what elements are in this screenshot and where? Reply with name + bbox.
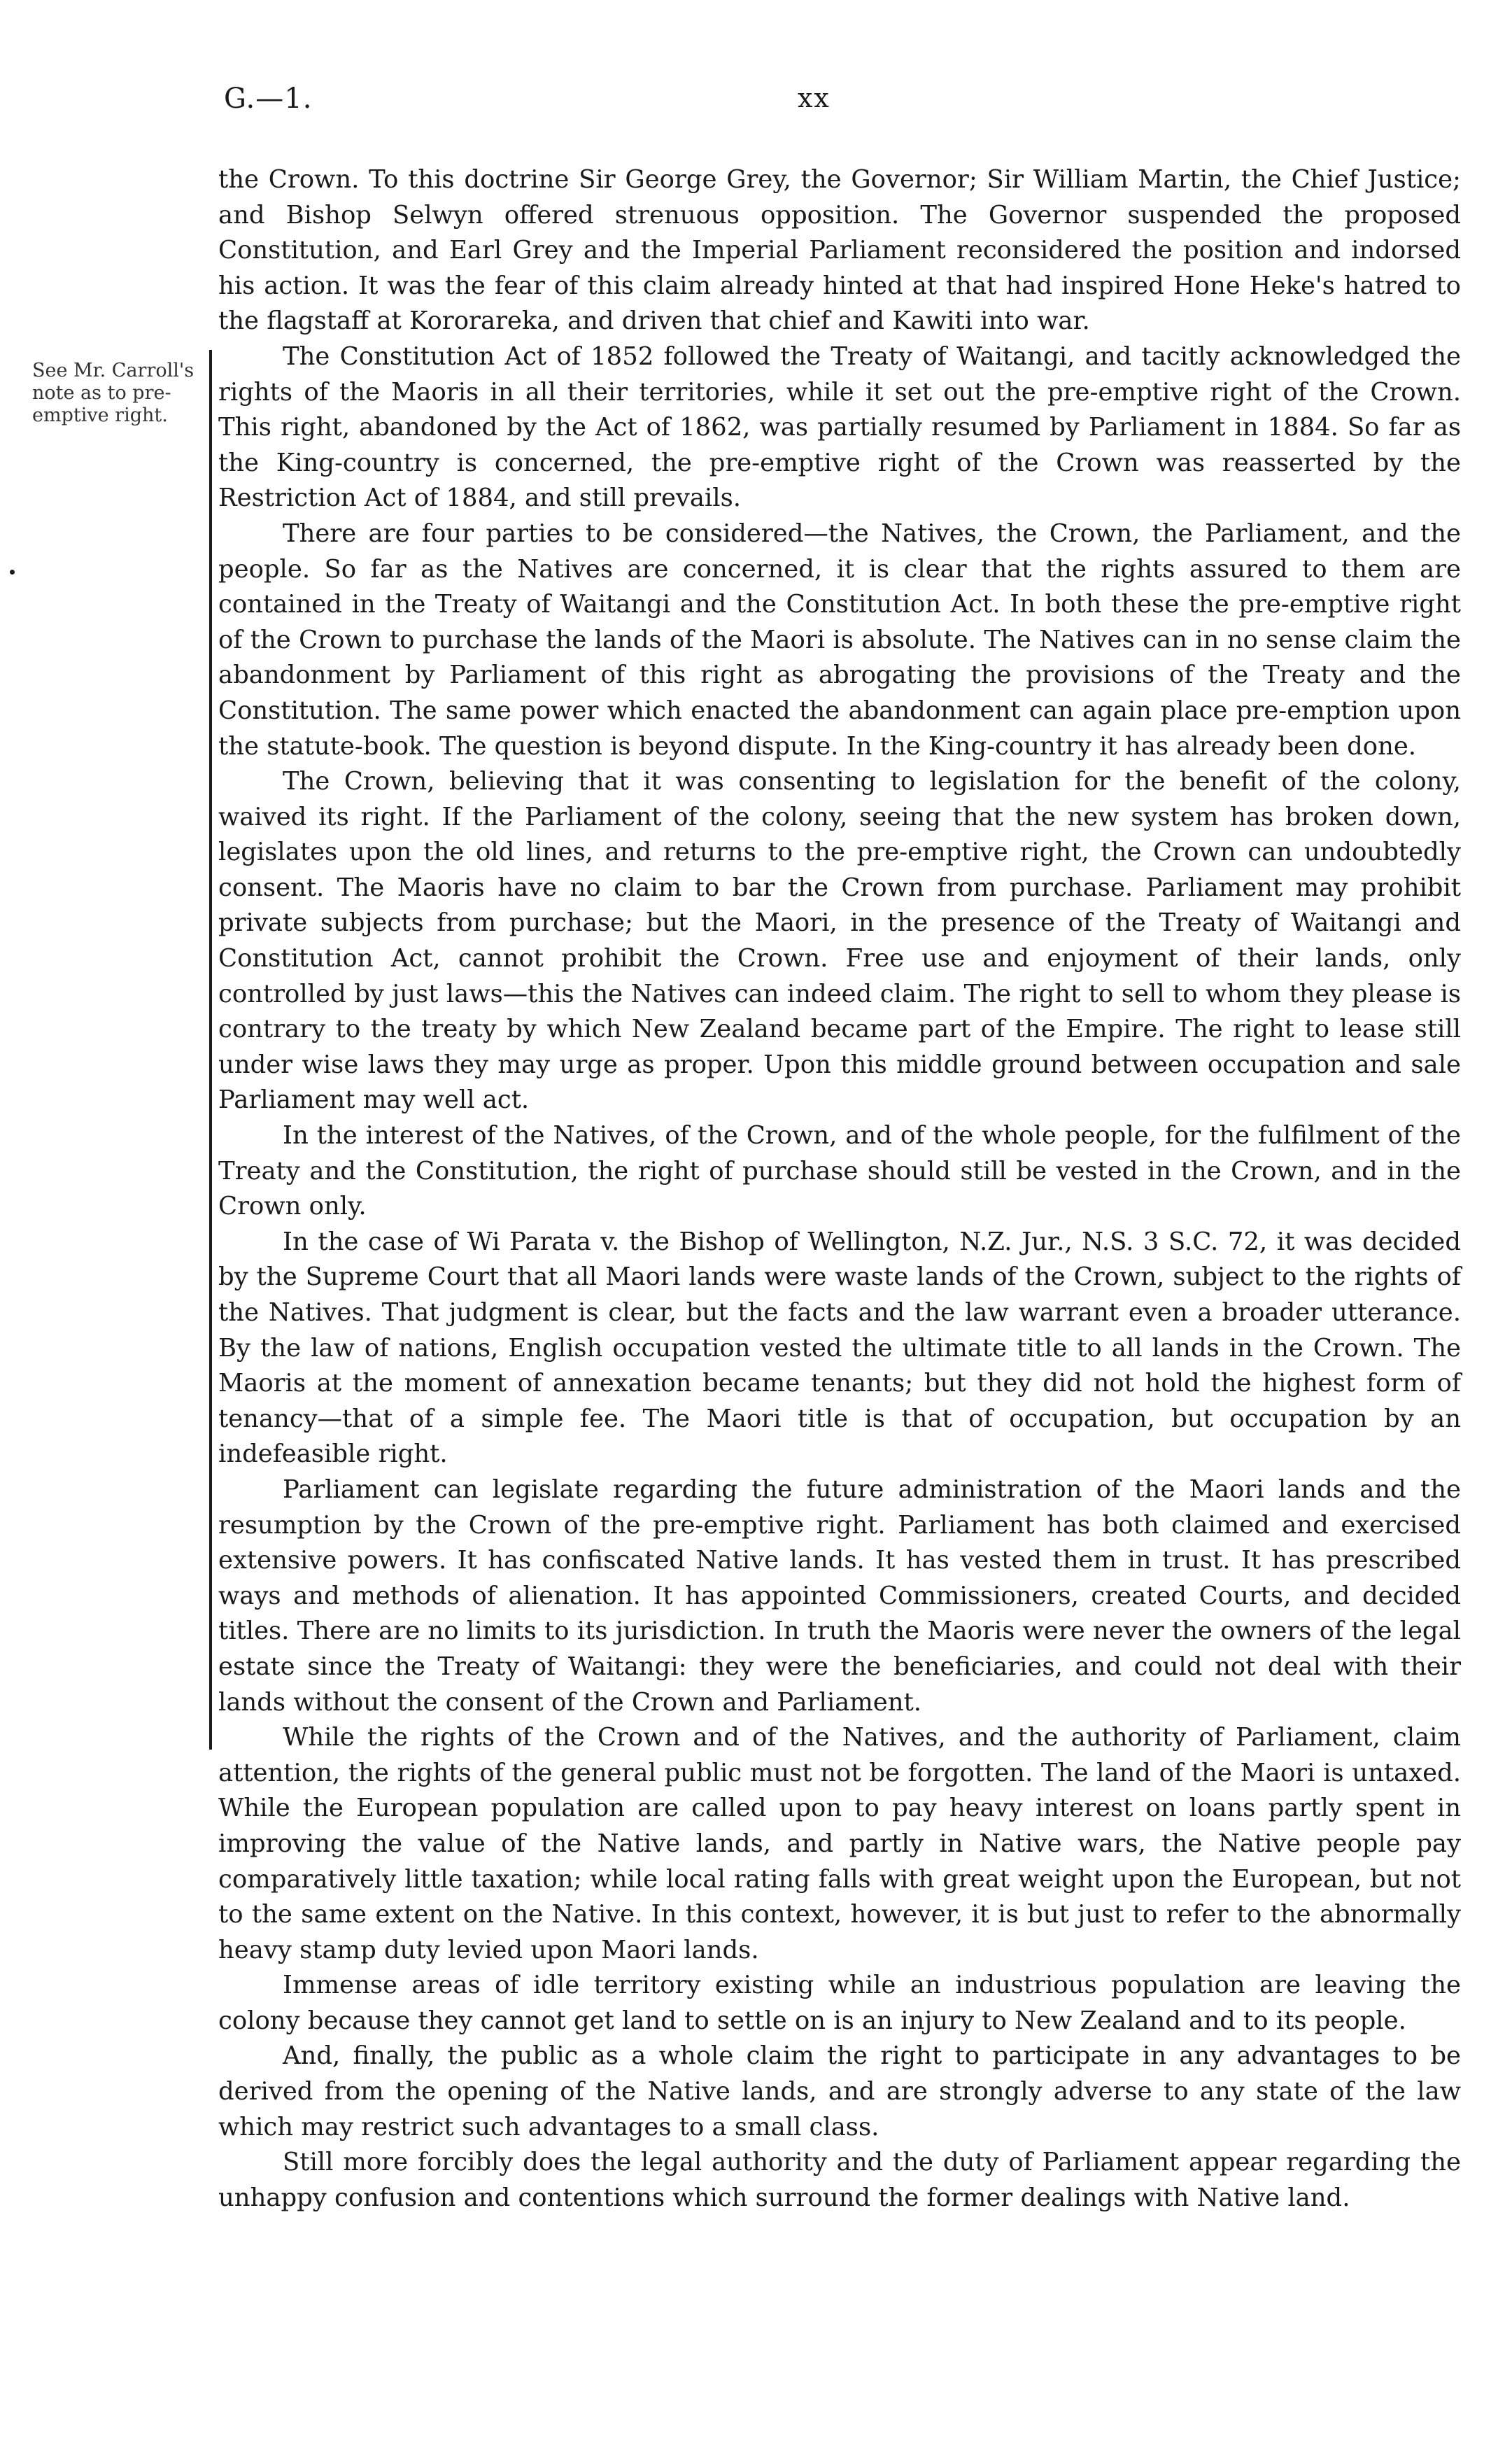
paragraph: the Crown. To this doctrine Sir George Grey, the Governor; Sir William Martin, the Chief Justice; and Bishop Selwyn offered strenuous opposition. The Governor suspended the proposed Constitution, and Earl Grey and the Imperial Parliament reconsidered the position and indorsed his action. It was the fear of this claim already hinted at that had inspired Hone Heke's hatred to the flagstaff at Kororareka, and driven that chief and Kawiti into war.	[218, 165, 1461, 336]
paragraph: Immense areas of idle territory existing while an industrious population are leaving the colony because they cannot get land to settle on is an injury to New Zealand and to its people.	[218, 1971, 1461, 2035]
margin-note: See Mr. Carroll's note as to pre-emptive right.	[32, 360, 195, 426]
page-number: xx	[798, 83, 831, 113]
paragraph: Still more forcibly does the legal authority and the duty of Parliament appear regarding the unhappy confusion and contentions which surround the former dealings with Native land.	[218, 2148, 1461, 2212]
paragraph: While the rights of the Crown and of the Natives, and the authority of Parliament, claim attention, the rights of the general public must not be forgotten. The land of the Maori is untaxed. While the European population are called upon to pay heavy interest on loans partly spent in improving the value of the Native lands, and partly in Native wars, the Native people pay comparatively little taxation; while local rating falls with great weight upon the European, but not to the same extent on the Native. In this context, however, it is but just to refer to the abnormally heavy stamp duty levied upon Maori lands.	[218, 1723, 1461, 1964]
paragraph: Parliament can legislate regarding the future administration of the Maori lands and the resumption by the Crown of the pre-emptive right. Parliament has both claimed and exercised extensive powers. It has confiscated Native lands. It has vested them in trust. It has prescribed ways and methods of alienation. It has appointed Commissioners, created Courts, and decided titles. There are no limits to its jurisdiction. In truth the Maoris were never the owners of the legal estate since the Treaty of Waitangi: they were the beneficiaries, and could not deal with their lands without the consent of the Crown and Parliament.	[218, 1475, 1461, 1717]
stray-mark	[10, 570, 15, 575]
paragraph: There are four parties to be considered—the Natives, the Crown, the Parliament, and the people. So far as the Natives are concerned, it is clear that the rights assured to them are contained in the Treaty of Waitangi and the Constitution Act. In both these the pre-emptive right of the Crown to purchase the lands of the Maori is absolute. The Natives can in no sense claim the abandonment by Parliament of this right as abrogating the provisions of the Treaty and the Constitution. The same power which enacted the abandonment can again place pre-emption upon the statute-book. The question is beyond dispute. In the King-country it has already been done.	[218, 519, 1461, 761]
page-header	[224, 83, 1469, 125]
page-reference: G.—1.	[224, 83, 313, 115]
paragraph: In the interest of the Natives, of the Crown, and of the whole people, for the fulfilment of the Treaty and the Constitution, the right of purchase should still be vested in the Crown, and in the Crown only.	[218, 1121, 1461, 1221]
paragraph: And, finally, the public as a whole claim the right to participate in any advantages to be derived from the opening of the Native lands, and are strongly adverse to any state of the law which may restrict such advantages to a small class.	[218, 2041, 1461, 2141]
paragraph: The Crown, believing that it was consenting to legislation for the benefit of the colony, waived its right. If the Parliament of the colony, seeing that the new system has broken down, legislates upon the old lines, and returns to the pre-emptive right, the Crown can undoubtedly consent. The Maoris have no claim to bar the Crown from purchase. Parliament may prohibit private subjects from purchase; but the Maori, in the presence of the Treaty of Waitangi and Constitution Act, cannot prohibit the Crown. Free use and enjoyment of their lands, only controlled by just laws—this the Natives can indeed claim. The right to sell to whom they please is contrary to the treaty by which New Zealand became part of the Empire. The right to lease still under wise laws they may urge as proper. Upon this middle ground between occupation and sale Parliament may well act.	[218, 767, 1461, 1115]
body-text	[218, 162, 1461, 2216]
margin-bracket-line	[209, 350, 212, 1750]
paragraph: In the case of Wi Parata v. the Bishop of Wellington, N.Z. Jur., N.S. 3 S.C. 72, it was decided by the Supreme Court that all Maori lands were waste lands of the Crown, subject to the rights of the Natives. That judgment is clear, but the facts and the law warrant even a broader utterance. By the law of nations, English occupation vested the ultimate title to all lands in the Crown. The Maoris at the moment of annexation became tenants; but they did not hold the highest form of tenancy—that of a simple fee. The Maori title is that of occupation, but occupation by an indefeasible right.	[218, 1227, 1461, 1469]
paragraph: The Constitution Act of 1852 followed the Treaty of Waitangi, and tacitly acknowledged the rights of the Maoris in all their territories, while it set out the pre-emptive right of the Crown. This right, abandoned by the Act of 1862, was partially resumed by Parliament in 1884. So far as the King-country is concerned, the pre-emptive right of the Crown was reasserted by the Restriction Act of 1884, and still prevails.	[218, 342, 1461, 513]
